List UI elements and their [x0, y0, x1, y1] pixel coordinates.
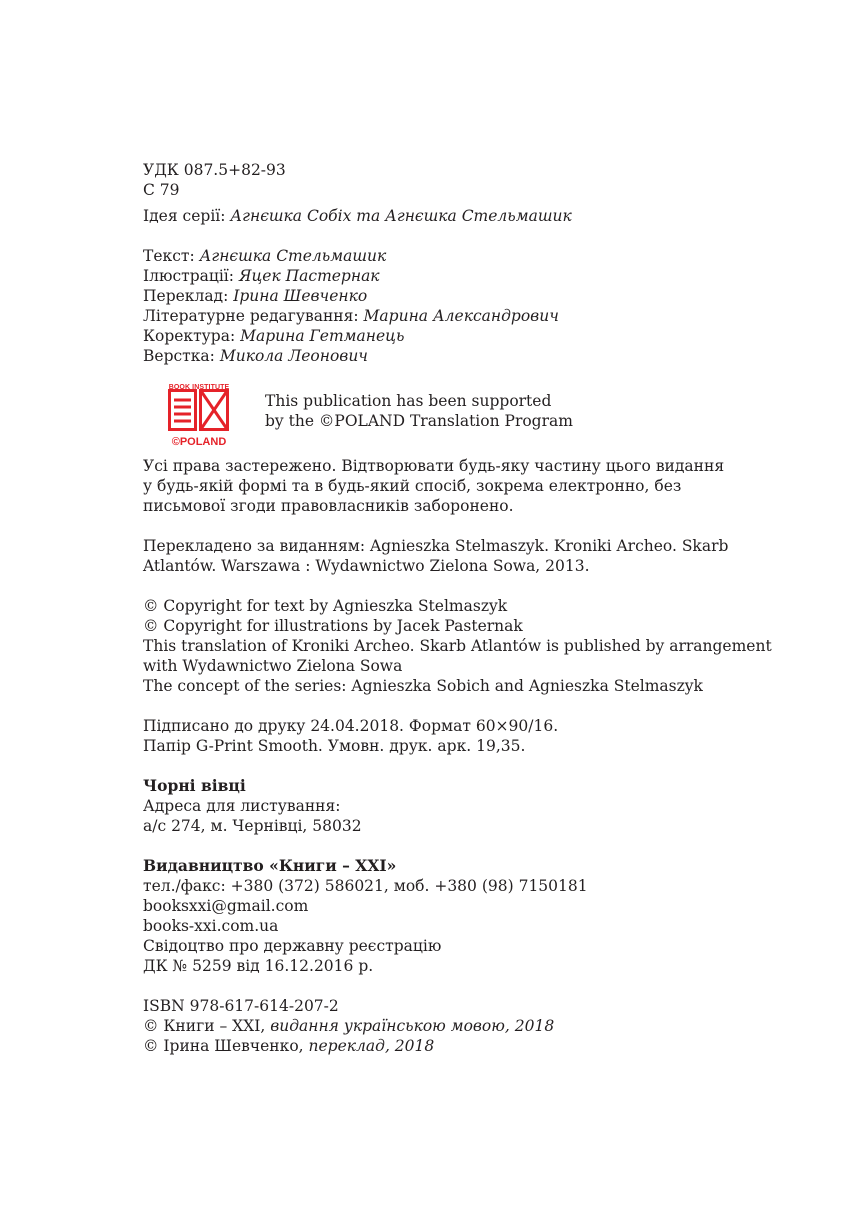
rights-line: у будь-якій формі та в будь-який спосіб, зокрема електронно, без [143, 477, 682, 495]
series-idea [143, 206, 743, 226]
credit-line [143, 306, 743, 326]
copyright-line: This translation of Kroniki Archeo. Skarb Atlantów is published by arrangement [143, 637, 772, 655]
final-copyright-prefix: © Книги – ХХІ, [143, 1017, 271, 1035]
author-mark: С 79 [143, 181, 180, 199]
copyright-block [143, 596, 772, 696]
original-edition-note [143, 536, 743, 576]
credit-label: Текст: [143, 247, 195, 265]
publisher-phone: тел./факс: +380 (372) 586021, моб. +380 (98) 7150181 [143, 877, 588, 895]
print-info-line: Папір G-Print Smooth. Умовн. друк. арк. 19,35. [143, 737, 526, 755]
credit-label: Літературне редагування: [143, 307, 359, 325]
final-copyright-prefix: © Ірина Шевченко, [143, 1037, 309, 1055]
copyright-line: The concept of the series: Agnieszka Sobich and Agnieszka Stelmaszyk [143, 677, 703, 695]
publisher-knyhy-xxi [143, 856, 743, 976]
final-copyright-line [143, 1036, 743, 1056]
support-statement [265, 391, 573, 431]
credit-line [143, 246, 743, 266]
credit-line [143, 286, 743, 306]
logo-bottom-text: ©POLAND [171, 436, 227, 448]
credit-value: Ірина Шевченко [233, 287, 368, 305]
credit-line [143, 346, 743, 366]
credits-list [143, 246, 743, 366]
credit-value: Марина Александрович [363, 307, 559, 325]
credit-value: Яцек Пастернак [238, 267, 380, 285]
imprint-page [143, 160, 772, 1056]
publisher-email: booksxxi@gmail.com [143, 897, 309, 915]
original-edition-line: Перекладено за виданням: Agnieszka Stelmaszyk. Kroniki Archeo. Skarb [143, 537, 729, 555]
credit-label: Коректура: [143, 327, 236, 345]
rights-line: Усі права застережено. Відтворювати будь-яку частину цього видання [143, 457, 725, 475]
publisher-name: Видавництво «Книги – ХХІ» [143, 856, 397, 875]
translation-program-block [163, 378, 743, 456]
udk-code: УДК 087.5+82-93 [143, 161, 286, 179]
print-info [143, 716, 743, 756]
copyright-line: © Copyright for illustrations by Jacek Pasternak [143, 617, 523, 635]
registration-line: Свідоцтво про державну реєстрацію [143, 937, 442, 955]
credit-line [143, 266, 743, 286]
isbn: ISBN 978-617-614-207-2 [143, 997, 339, 1015]
publisher-website: books-xxi.com.ua [143, 917, 279, 935]
book-institute-emblem-icon [168, 389, 230, 431]
credit-value: Микола Леонович [219, 347, 368, 365]
final-copyright-italic: видання українською мовою, 2018 [270, 1017, 555, 1035]
copyright-line: with Wydawnictwo Zielona Sowa [143, 657, 403, 675]
support-line: by the ©POLAND Translation Program [265, 412, 573, 430]
registration-number: ДК № 5259 від 16.12.2016 р. [143, 957, 374, 975]
book-institute-logo [163, 378, 235, 448]
publisher-address-line: а/с 274, м. Чернівці, 58032 [143, 817, 362, 835]
credit-line [143, 326, 743, 346]
credit-label: Ілюстрації: [143, 267, 234, 285]
series-idea-value: Агнєшка Собіх та Агнєшка Стельмашик [230, 207, 572, 225]
final-copyright-line [143, 1016, 743, 1036]
support-line: This publication has been supported [265, 392, 552, 410]
copyright-line: © Copyright for text by Agnieszka Stelmaszyk [143, 597, 508, 615]
series-idea-label: Ідея серії: [143, 207, 226, 225]
publisher-chorni-vivtsi [143, 776, 743, 836]
credit-label: Верстка: [143, 347, 215, 365]
credit-label: Переклад: [143, 287, 229, 305]
final-copyright-italic: переклад, 2018 [308, 1037, 435, 1055]
publisher-address-line: Адреса для листування: [143, 797, 341, 815]
isbn-block [143, 996, 743, 1056]
credit-value: Агнєшка Стельмашик [199, 247, 387, 265]
credit-value: Марина Гетманець [240, 327, 405, 345]
print-info-line: Підписано до друку 24.04.2018. Формат 60×90/16. [143, 717, 559, 735]
logo-top-text: BOOK INSTITUTE [168, 384, 230, 391]
original-edition-line: Atlantów. Warszawa : Wydawnictwo Zielona Sowa, 2013. [143, 557, 590, 575]
rights-notice [143, 456, 743, 516]
publisher-name: Чорні вівці [143, 776, 246, 795]
rights-line: письмової згоди правовласників заборонено. [143, 497, 514, 515]
